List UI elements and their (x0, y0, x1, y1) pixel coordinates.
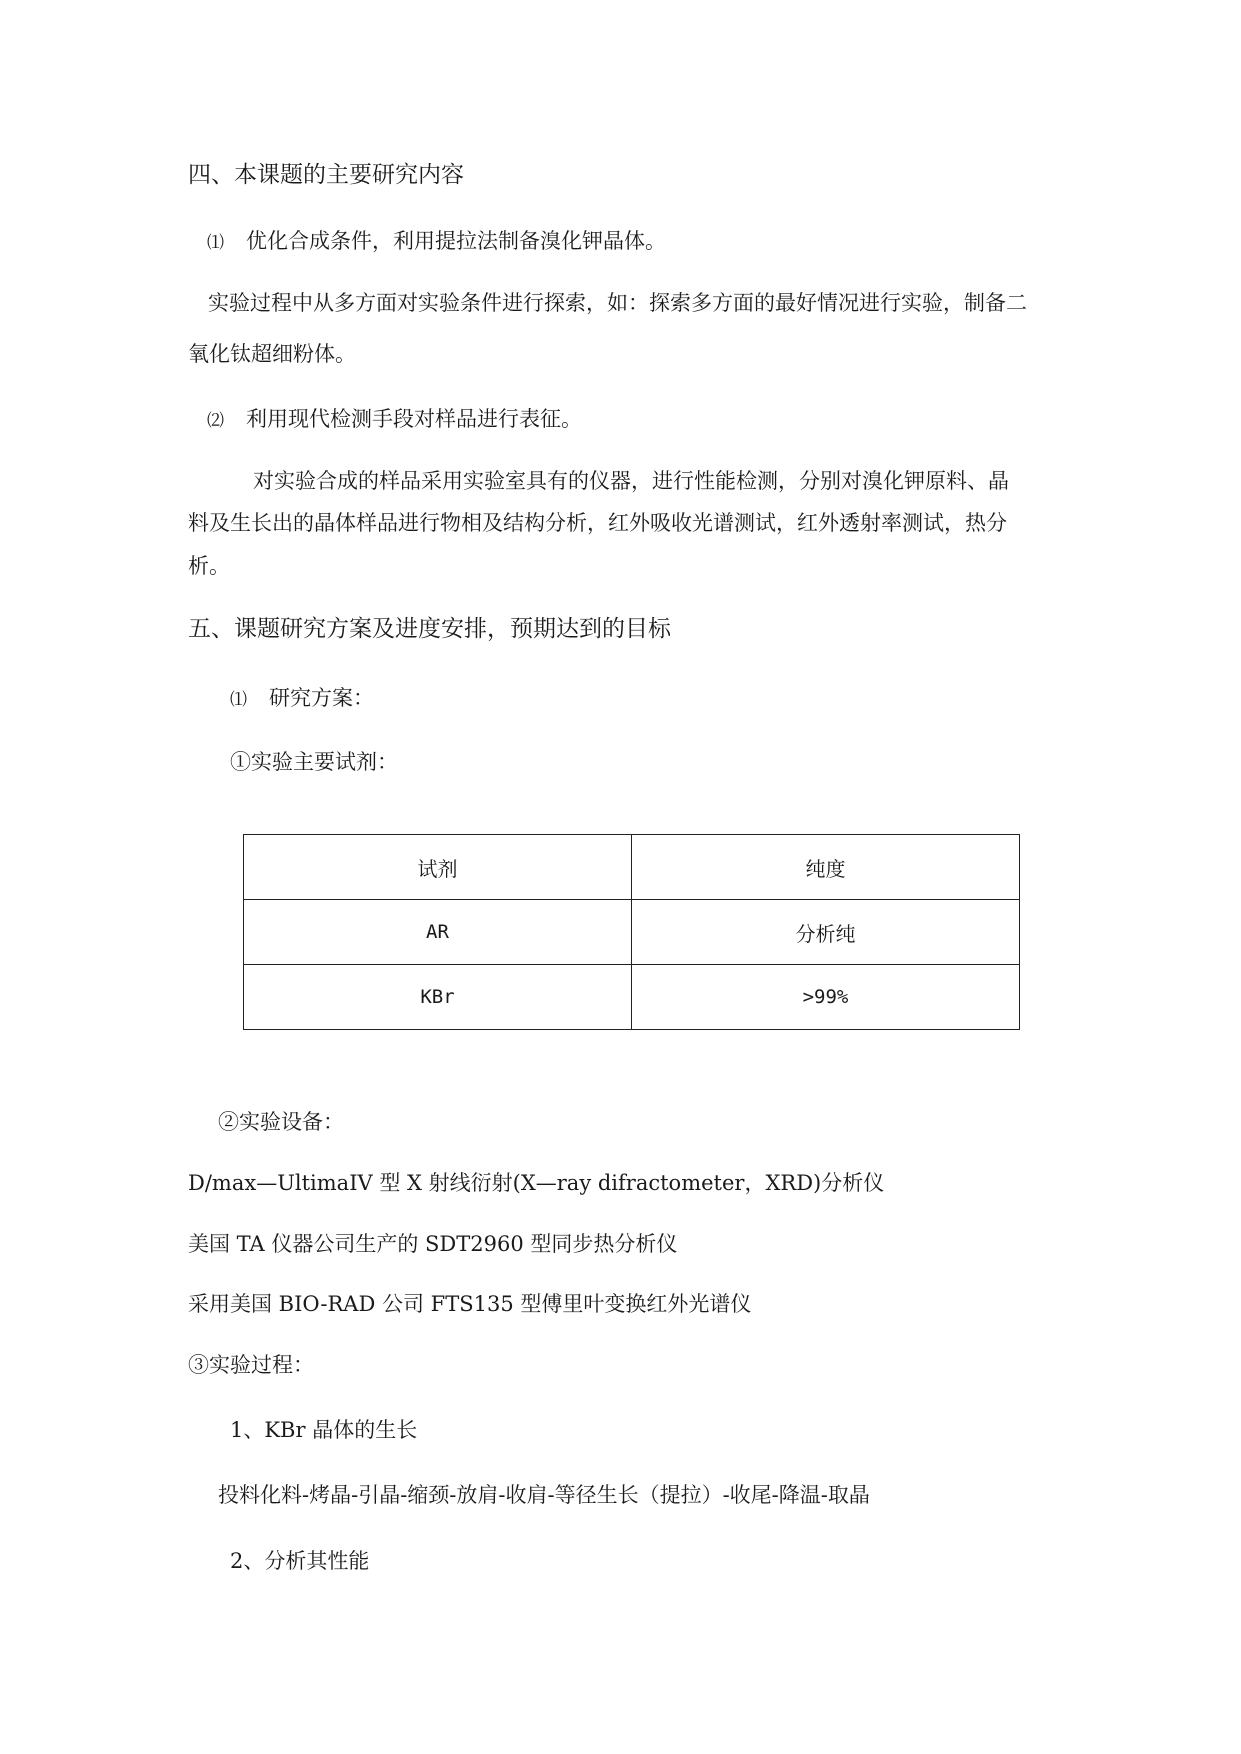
paragraph-2-line-2: 料及生长出的晶体样品进行物相及结构分析，红外吸收光谱测试，红外透射率测试，热分 (188, 511, 1007, 535)
item-number: ⑵ (207, 411, 224, 431)
table-cell: 分析纯 (632, 900, 1020, 965)
equipment-title: ②实验设备： (218, 1110, 344, 1134)
item-number: ⑴ (207, 233, 224, 253)
equipment-item-2: 美国 TA 仪器公司生产的 SDT2960 型同步热分析仪 (188, 1232, 678, 1256)
table-header-row (244, 835, 1020, 900)
equipment-item-1: D/max—UltimaIV 型 X 射线衍射(X—ray difractometer，XRD)分析仪 (188, 1171, 885, 1195)
item-text: 利用现代检测手段对样品进行表征。 (246, 407, 582, 431)
process-step-2: 2、分析其性能 (230, 1549, 370, 1573)
paragraph-1-line-2: 氧化钛超细粉体。 (188, 342, 356, 366)
table-cell: AR (244, 900, 632, 965)
paragraph-2-line-1: 对实验合成的样品采用实验室具有的仪器，进行性能检测，分别对溴化钾原料、晶 (253, 469, 1009, 493)
table-header-cell: 纯度 (632, 835, 1020, 900)
item-text: 优化合成条件，利用提拉法制备溴化钾晶体。 (246, 229, 666, 253)
section-5-heading: 五、课题研究方案及进度安排，预期达到的目标 (188, 616, 671, 642)
reagents-table (243, 834, 1020, 1030)
table-header-cell: 试剂 (244, 835, 632, 900)
process-step-1: 1、KBr 晶体的生长 (230, 1418, 418, 1442)
item-text: 研究方案： (269, 686, 374, 710)
table-row (244, 900, 1020, 965)
item-number: ⑴ (230, 690, 247, 710)
table-row (244, 965, 1020, 1030)
process-step-1-detail: 投料化料-烤晶-引晶-缩颈-放肩-收肩-等径生长（提拉）-收尾-降温-取晶 (218, 1483, 870, 1507)
table-cell: KBr (244, 965, 632, 1030)
reagents-title: ①实验主要试剂： (230, 750, 398, 774)
process-title: ③实验过程： (188, 1353, 314, 1377)
paragraph-1-line-1: 实验过程中从多方面对实验条件进行探索，如：探索多方面的最好情况进行实验，制备二 (208, 291, 1027, 315)
section-4-item-2 (207, 404, 582, 436)
section-5-item-1 (230, 683, 374, 715)
section-4-item-1 (207, 226, 666, 258)
equipment-item-3: 采用美国 BIO-RAD 公司 FTS135 型傅里叶变换红外光谱仪 (188, 1292, 752, 1316)
paragraph-2-line-3: 析。 (188, 554, 230, 578)
section-4-heading: 四、本课题的主要研究内容 (188, 162, 464, 188)
table-cell: >99% (632, 965, 1020, 1030)
